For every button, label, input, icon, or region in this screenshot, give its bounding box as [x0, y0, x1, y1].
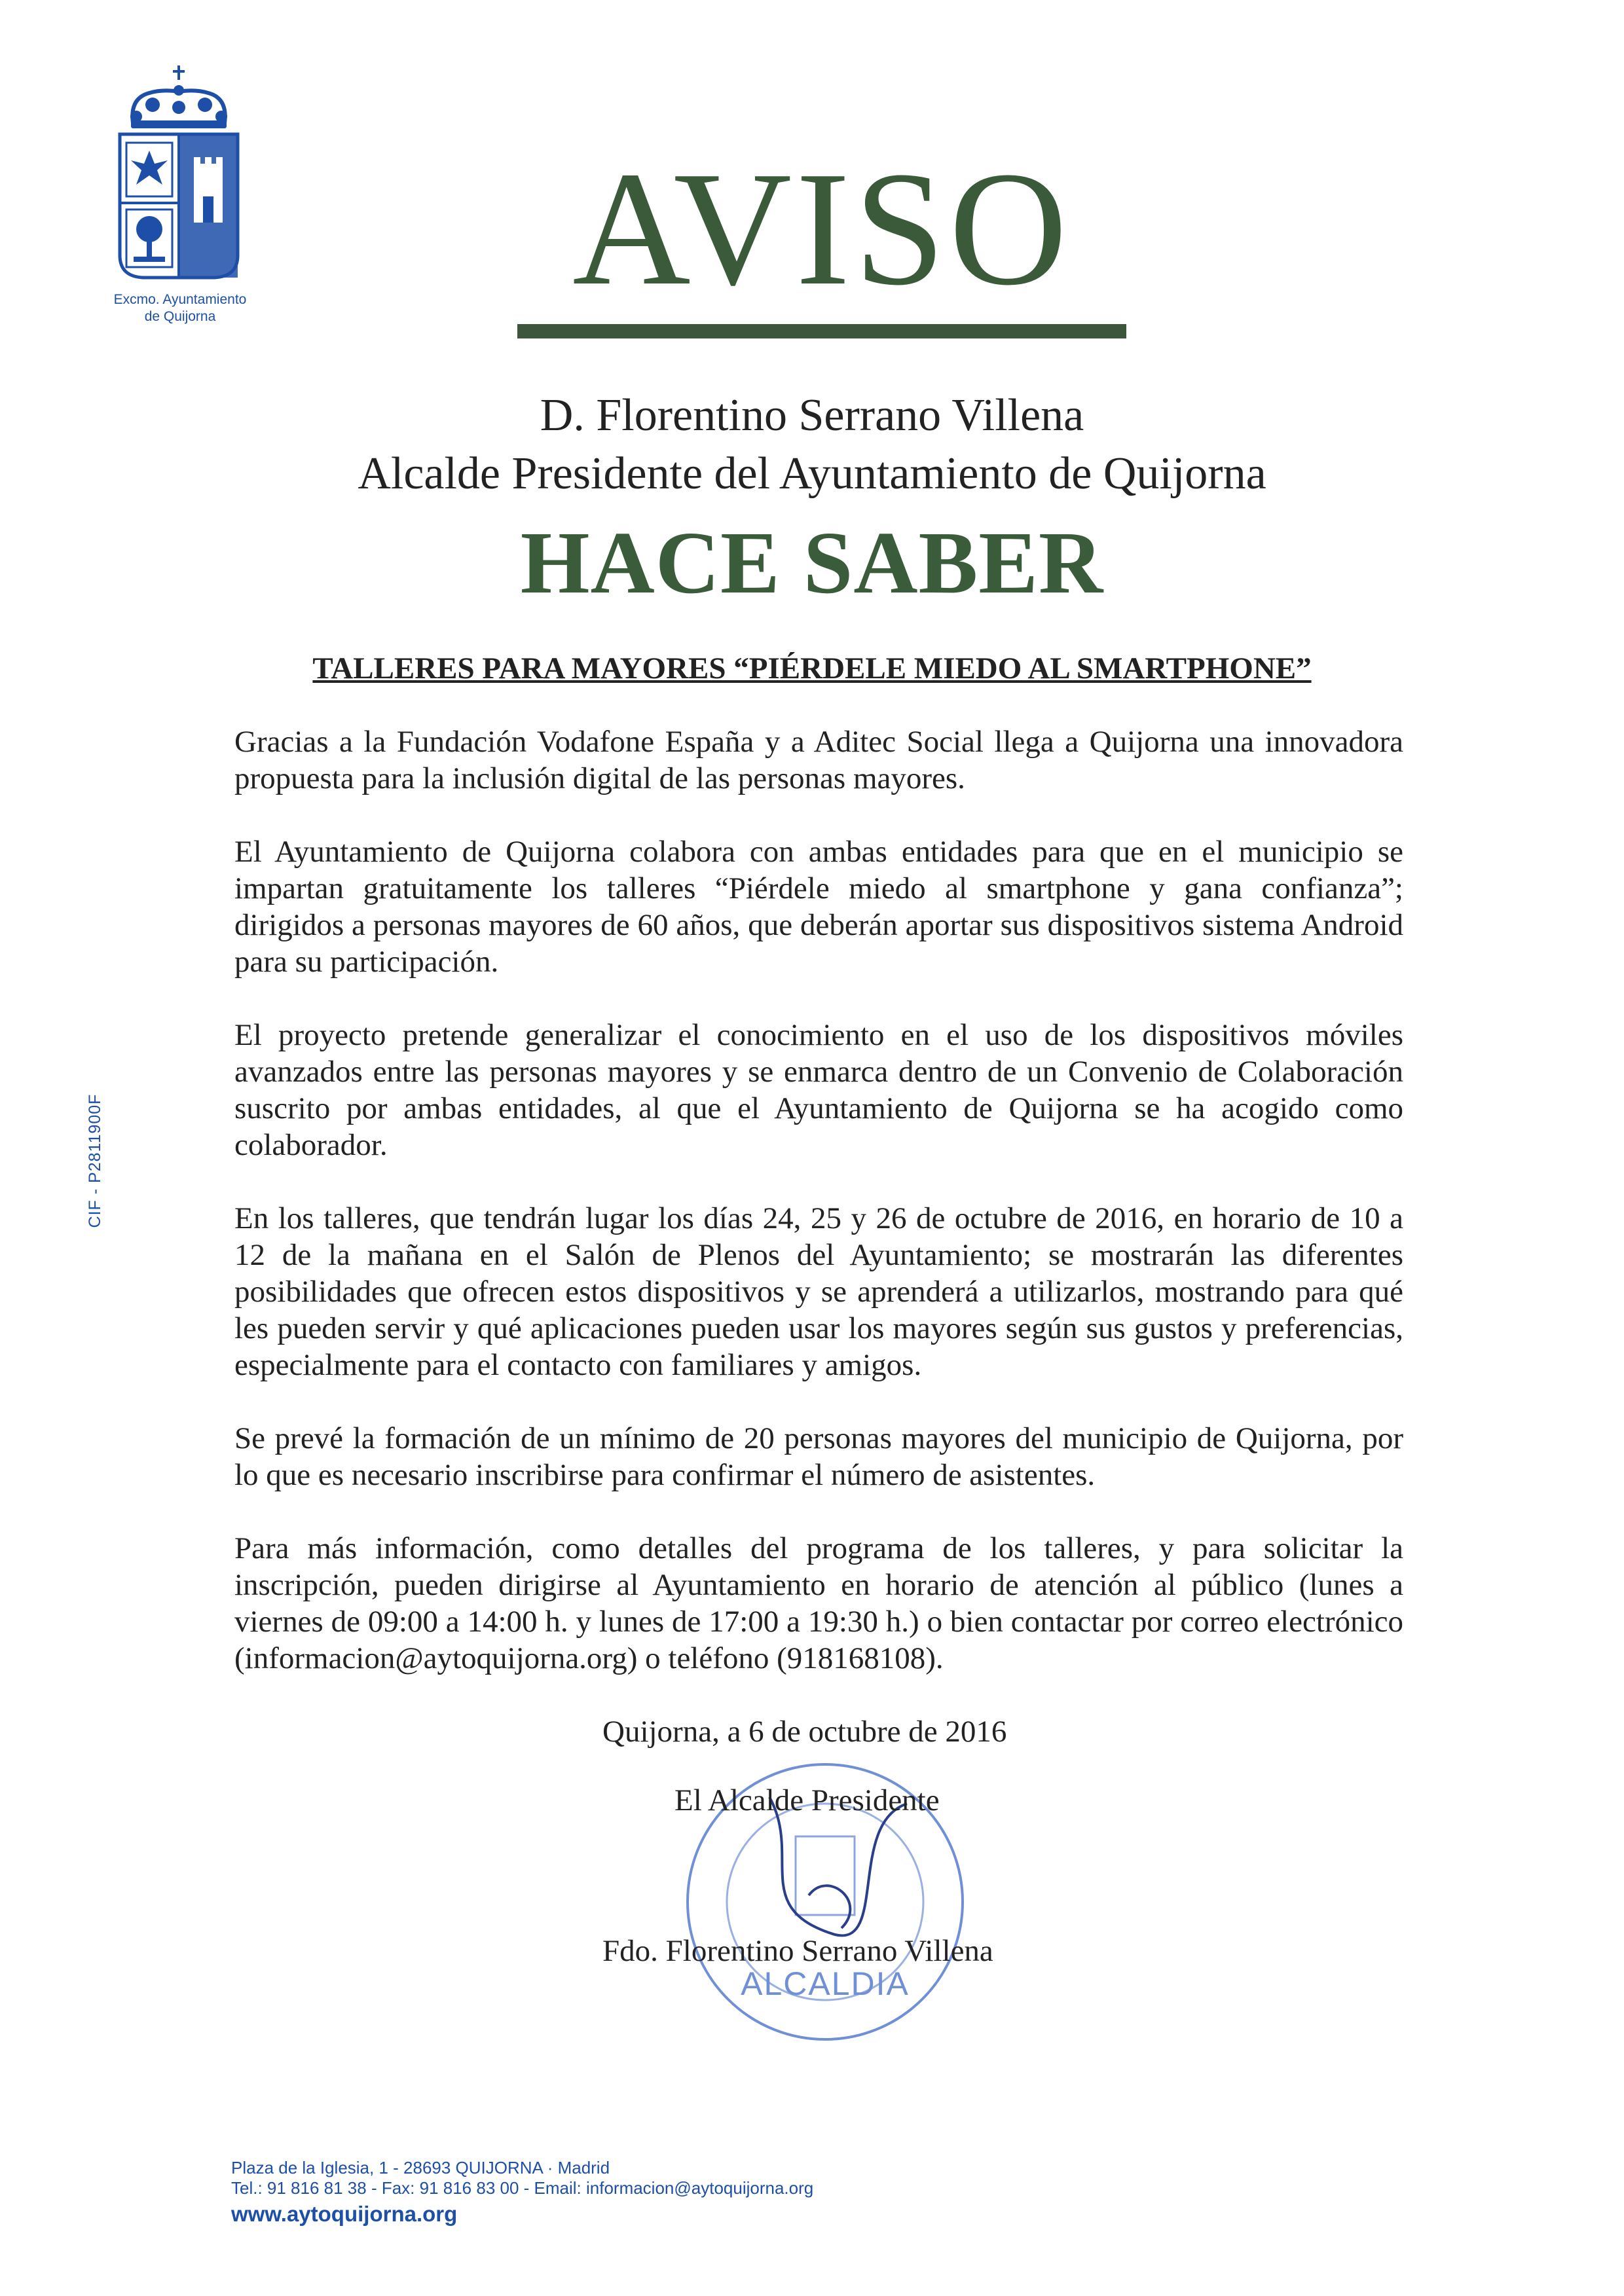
cif-number: CIF - P2811900F	[86, 1093, 104, 1228]
body-text	[234, 723, 1403, 1713]
signer-role: El Alcalde Presidente	[674, 1783, 940, 1817]
paragraph: Para más información, como detalles del programa de los talleres, y para solicitar la inscripción, pueden dirigirse al Ayuntamiento en horario de atención al público (lunes a viernes de 09:00 a 14:00 h. y lunes de 17:00 a 19:30 h.) o bien contactar por correo electrónico (informacion@aytoquijorna.org) o teléfono (918168108).	[234, 1531, 1403, 1675]
coat-of-arms-logo	[117, 65, 241, 282]
footer-website: www.aytoquijorna.org	[231, 2202, 458, 2226]
paragraph: El Ayuntamiento de Quijorna colabora con ambas entidades para que en el municipio se impartan gratuitamente los talleres “Piérdele miedo al smartphone y gana confianza”; dirigidos a personas mayores de 60 años, que deberán aportar sus dispositivos sistema Android para su participación.	[234, 835, 1403, 979]
place-date: Quijorna, a 6 de octubre de 2016	[602, 1715, 1007, 1749]
announcement-heading: HACE SABER	[520, 514, 1104, 612]
mayor-name: D. Florentino Serrano Villena	[540, 390, 1084, 441]
title-rule	[517, 324, 1126, 338]
logo-caption-line2: de Quijorna	[144, 309, 216, 324]
logo-caption-line1: Excmo. Ayuntamiento	[113, 292, 247, 307]
paragraph: El proyecto pretende generalizar el conocimiento en el uso de los dispositivos móviles avanzados entre las personas mayores y se enmarca dentro de un Convenio de Colaboración suscrito por ambas entidades, al que el Ayuntamiento de Quijorna se ha acogido como colaborador.	[234, 1018, 1403, 1162]
footer-contact: Tel.: 91 816 81 38 - Fax: 91 816 83 00 - Email: informacion@aytoquijorna.org	[231, 2178, 814, 2198]
subject-line: TALLERES PARA MAYORES “PIÉRDELE MIEDO AL SMARTPHONE”	[312, 651, 1312, 685]
logo-caption	[105, 291, 255, 325]
paragraph: En los talleres, que tendrán lugar los días 24, 25 y 26 de octubre de 2016, en horario de 10 a 12 de la mañana en el Salón de Plenos del Ayuntamiento; se mostrarán las diferentes posibilidades que ofrecen estos dispositivos y se aprenderá a utilizarlos, mostrando para qué les pueden servir y qué aplicaciones pueden usar los mayores según sus gustos y preferencias, especialmente para el contacto con familiares y amigos.	[234, 1201, 1403, 1382]
mayor-title: Alcalde Presidente del Ayuntamiento de Quijorna	[358, 448, 1266, 499]
footer-address: Plaza de la Iglesia, 1 - 28693 QUIJORNA · Madrid	[231, 2158, 610, 2178]
signer-name: Fdo. Florentino Serrano Villena	[602, 1934, 993, 1968]
stamp-label: ALCALDIA	[741, 1965, 910, 2002]
paragraph: Se prevé la formación de un mínimo de 20 personas mayores del municipio de Quijorna, por lo que es necesario inscribirse para confirmar el número de asistentes.	[234, 1421, 1403, 1492]
paragraph: Gracias a la Fundación Vodafone España y a Aditec Social llega a Quijorna una innovadora propuesta para la inclusión digital de las personas mayores.	[234, 725, 1403, 795]
notice-title: AVISO	[572, 138, 1071, 319]
